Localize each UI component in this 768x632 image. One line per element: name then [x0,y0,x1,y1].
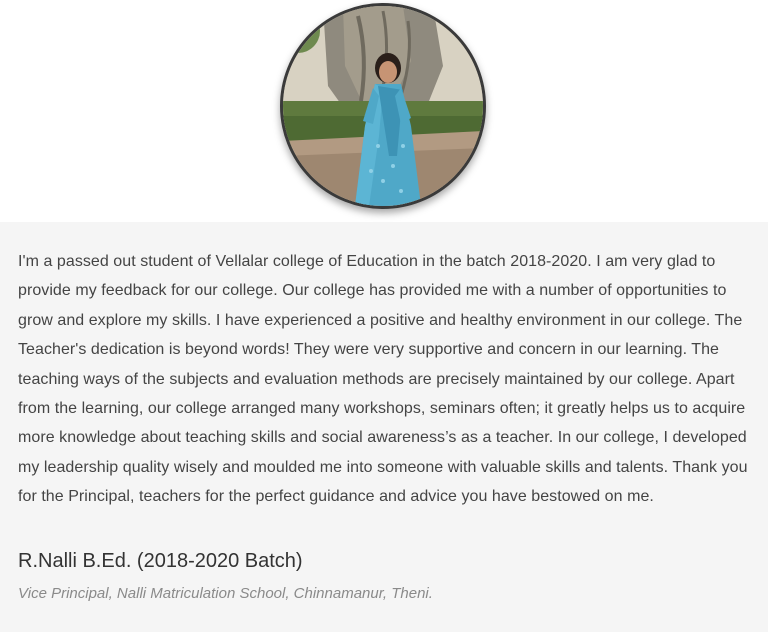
testimonial-role: Vice Principal, Nalli Matriculation School, Chinnamanur, Theni. [18,585,433,602]
avatar [280,3,486,209]
avatar-photo [283,6,483,206]
testimonial-author: R.Nalli B.Ed. (2018-2020 Batch) [18,550,303,572]
testimonial-card [0,222,768,632]
avatar-container [278,0,490,215]
testimonial-quote: I'm a passed out student of Vellalar college of Education in the batch 2018-2020. I am very glad to provide my feedback for our college. Our college has provided me with a number of opportunities to grow and explore my skills. I have experienced a positive and healthy environment in our college. The Teacher's dedication is beyond words! They were very supportive and concern in our learning. The teaching ways of the subjects and evaluation methods are precisely maintained by our college. Apart from the learning, our college arranged many workshops, seminars often; it greatly helps us to acquire more knowledge about teaching skills and social awareness’s as a teacher. In our college, I developed my leadership quality wisely and moulded me into someone with valuable skills and talents. Thank you for the Principal, teachers for the perfect guidance and advice you have bestowed on me. [18,253,748,506]
